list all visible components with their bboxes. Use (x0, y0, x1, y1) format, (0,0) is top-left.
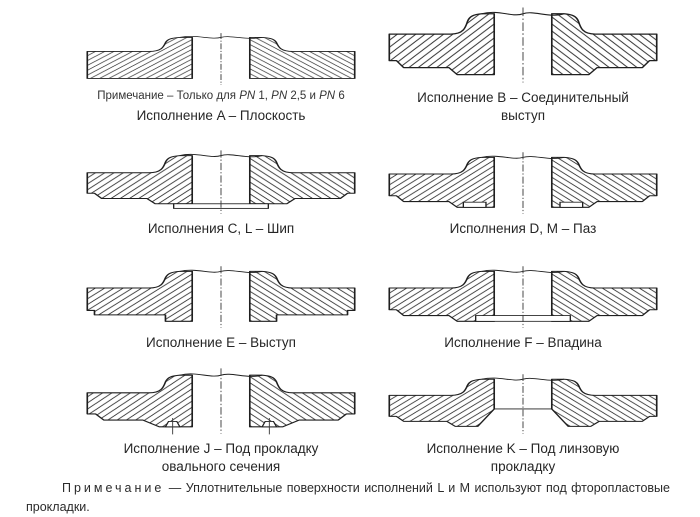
groove-left (463, 202, 486, 207)
flange-section-e-spigot (77, 265, 365, 329)
figure-dm-caption: Исполнения D, M – Паз (449, 220, 597, 236)
flange-section-j-oval-gasket (77, 367, 365, 435)
flange-section-cl-tongue (77, 149, 365, 215)
figure-f (372, 241, 674, 355)
figure-a (70, 2, 372, 128)
figure-k-caption: Исполнение K – Под линзовую прокладку (426, 441, 620, 474)
figure-a-note: Примечание – Только для PN 1, PN 2,5 и PN 6 (97, 89, 345, 102)
figure-k (372, 355, 674, 479)
figure-j-caption: Исполнение J – Под прокладку овального сечения (123, 441, 319, 474)
footnote-label: Примечание (62, 481, 165, 495)
flange-section-a-flat-face (77, 32, 365, 86)
figure-dm (372, 128, 674, 241)
figure-e (70, 241, 372, 355)
flange-section-f-recess (379, 265, 667, 329)
figures-grid (70, 2, 674, 479)
figure-j (70, 355, 372, 479)
footnote-text: — Уплотнительные поверхности исполнений L и M используют под фторопластовые прокладки. (26, 481, 670, 514)
figure-cl-caption: Исполнения C, L – Шип (147, 220, 295, 236)
flange-section-dm-groove (379, 151, 667, 215)
figure-b-caption: Исполнение B – Соединительный выступ (417, 90, 629, 123)
figure-b (372, 2, 674, 128)
footnote (0, 479, 700, 517)
flange-section-k-lens-gasket (379, 373, 667, 435)
figure-e-caption: Исполнение E – Выступ (146, 334, 296, 350)
groove-right (560, 202, 583, 207)
figure-cl (70, 128, 372, 241)
figure-f-caption: Исполнение F – Впадина (444, 334, 602, 350)
flange-section-b-raised-face (379, 6, 667, 84)
figure-a-caption: Исполнение A – Плоскость (136, 107, 306, 123)
